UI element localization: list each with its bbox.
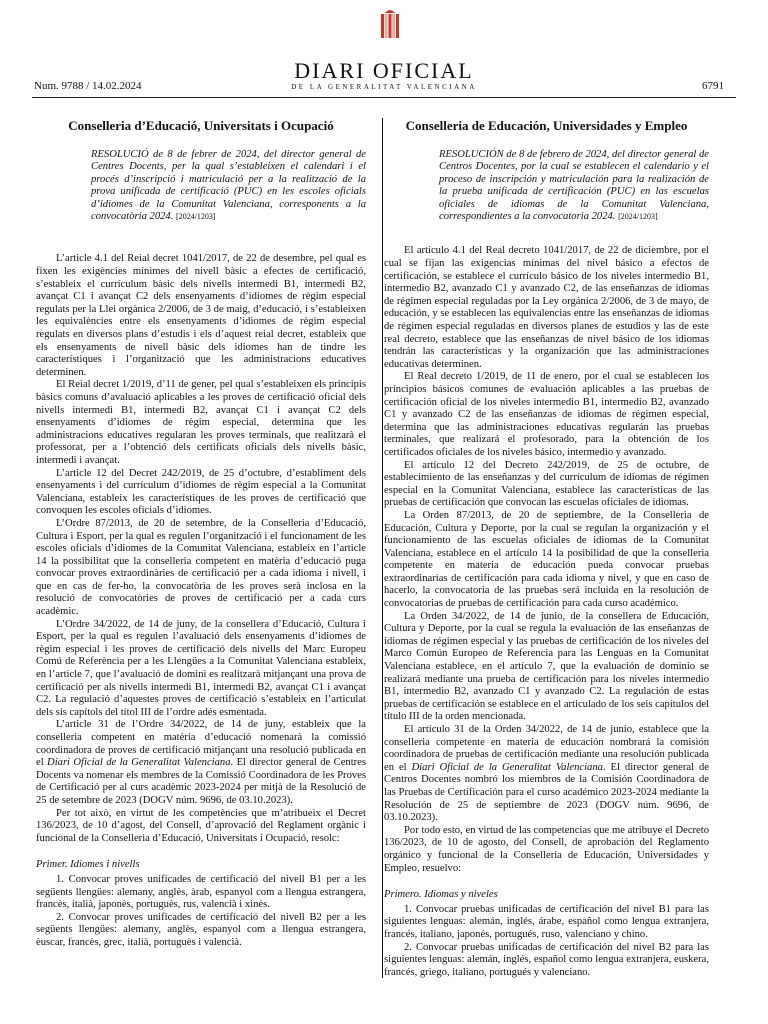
body-paragraph: El artículo 31 de la Orden 34/2022, de 14 de junio, establece que la conselleria competente en materia de educación nombrará la comisión coordinadora de pruebas de certificación mediante una resolución publicada en el Diari Oficial de la Generalitat Valenciana. El director general de Centros Docentes nombró los miembros de la Comisión Coordinadora de las Pruebas de Certificación para el curso académico 2023-2024 mediante la Resolución de 25 de septiembre de 2023 (DOGV núm. 9696, de 03.10.2023). [384, 724, 709, 824]
reference-code: [2024/1203] [618, 212, 658, 222]
page-header [0, 0, 768, 100]
valencian-column [36, 118, 366, 950]
section-heading: Primer. Idiomes i nivells [36, 859, 140, 871]
masthead [0, 60, 768, 91]
body-paragraph: El Reial decret 1/2019, d’11 de gener, pel qual s’estableixen els principis bàsics comuns d’avaluació aplicables a les proves de certificació oficial dels nivells intermedi B1, intermedi B2, avançat C1 i avançat C2 dels ensenyaments d’idiomes de règim especial, determina que les administracions educatives regularan les proves terminals, que realitzarà el professorat, per a l’obtenció dels certificats oficials dels nivells bàsic, intermedi i avançat. [36, 379, 366, 466]
header-rule [32, 97, 736, 98]
body-paragraph: L’article 4.1 del Reial decret 1041/2017, de 22 de desembre, pel qual es fixen les exigències mínimes del nivell bàsic a efectes de certificació, s’estableix el currículum bàsic dels nivells intermedi B1, intermedi B2, avançat C1 i avançat C2 dels ensenyaments d’idiomes de règim especial regulats per la Llei orgànica 2/2006, de 3 de maig, d’educació, i s’estableixen les equivalències entre els ensenyaments d’idiomes de règim especial regulats en diversos plans d’estudis i els d’aquest reial decret, estableix que els ensenyaments de nivell bàsic dels idiomes han de tindre les característiques i l’organització que les administracions educatives determinen. [36, 253, 366, 378]
body-paragraph: L’article 31 de l’Ordre 34/2022, de 14 de juny, estableix que la conselleria competent en matèria d’educació nomenarà la comissió coordinadora de proves de certificació mitjançant una resolució publicada en el Diari Oficial de la Generalitat Valenciana. El director general de Centres Docents va nomenar els membres de la Comissió Coordinadora de les Proves de Certificació per al curs acadèmic 2023-2024 per mitjà de la Resolució de 25 de setembre de 2023 (DOGV núm. 9696, de 03.10.2023). [36, 719, 367, 806]
list-item: 1. Convocar proves unificades de certificació del nivell B1 per a les següents llengües: alemany, anglès, àrab, espanyol com a llengua estrangera, francès, italià, japonès, portuguès, rus, valencià i xinès. [36, 873, 366, 911]
gazette-name: Diari Oficial de la Generalitat Valenciana [47, 757, 231, 769]
body-paragraph: La Orden 34/2022, de 14 de junio, de la consellera de Educación, Cultura y Deporte, por la cual se regula la evaluación de las enseñanzas de idiomas de régimen especial y las pruebas de certificación de los niveles del Marco Común Europeo de Referencia para las Lenguas en la Comunitat Valenciana establece, en el artículo 7, que la evaluación de dominio se realizará mediante una prueba de certificación para los niveles intermedio B1, intermedio B2, avanzado C1 y avanzado C2. La regulación de estas pruebas de certificación se establece en el articulado de los seis capítulos del título III de la orden mencionada. [384, 610, 709, 723]
column-heading: Conselleria d’Educació, Universitats i Ocupació [68, 118, 334, 133]
summary-text: RESOLUCIÓN de 8 de febrero de 2024, del director general de Centros Docentes, por la cual se establecen el calendario y el proceso de inscripción y matriculación para la realización de la prueba unificada de certificación (PUC) en las escuelas oficiales de idiomas de la Comunitat Valenciana, correspondientes a la convocatoria 2024. [439, 149, 709, 223]
body-paragraph: L’Ordre 34/2022, de 14 de juny, de la consellera d’Educació, Cultura i Esport, per la qual es regulen l’avaluació dels ensenyaments d’idiomes de règim especial i les proves de certificació dels nivells del Marc Europeu Comú de Referència per a les Llengües a la Comunitat Valenciana estableix, en l’article 7, que l’avaluació de domini es realitzarà mitjançant una prova de certificació per als nivells intermedi B1, intermedi B2, avançat C1 i avançat C2. La regulació d’aquestes proves de certificació s’estableix en l’articulat dels sis capítols del títol III de l’ordre adés esmentada. [36, 618, 366, 718]
body-paragraph: Por todo esto, en virtud de las competencias que me atribuye el Decreto 136/2023, de 10 de agosto, del Consell, de aprobación del Reglamento orgánico y funcional de la Conselleria de Educación, Universidades y Empleo, resuelvo: [384, 824, 709, 874]
summary-text: RESOLUCIÓ de 8 de febrer de 2024, del director general de Centres Docents, per la qual s’estableixen el calendari i el procés d’inscripció i matriculació per a la realització de la prova unificada de certificació (PUC) en les escoles oficials d’idiomes de la Comunitat Valenciana, corresponents a la convocatòria 2024. [91, 149, 366, 223]
issue-number: Num. 9788 / 14.02.2024 [34, 80, 142, 92]
body-paragraph: El artículo 12 del Decreto 242/2019, de 25 de octubre, de establecimiento de las enseñanzas y del currículum de idiomas de régimen especial en la Comunitat Valenciana, establece las características de las pruebas de certificación que convocan las escuelas oficiales de idiomas. [384, 459, 709, 509]
body-paragraph: El Real decreto 1/2019, de 11 de enero, por el cual se establecen los principios básicos comunes de evaluación aplicables a las pruebas de certificación oficial de los niveles intermedio B1, intermedio B2, avanzado C1 y avanzado C2 de las enseñanzas de idiomas de régimen especial, determina que las administraciones educativas regularán las pruebas terminales, que realizará el profesorado, para la obtención de los certificados oficiales de los niveles básico, intermedio y avanzado. [384, 371, 709, 458]
gazette-subtitle: DE LA GENERALITAT VALENCIANA [291, 83, 477, 91]
spanish-column [384, 118, 709, 979]
section-heading: Primero. Idiomas y niveles [384, 889, 498, 901]
generalitat-emblem-icon [378, 8, 402, 42]
gazette-name: Diari Oficial de la Generalitat Valenciana [411, 761, 603, 773]
column-heading: Conselleria de Educación, Universidades y Empleo [405, 118, 688, 133]
resolution-summary [91, 149, 366, 223]
page-number: 6791 [702, 80, 724, 92]
list-item: 1. Convocar pruebas unificadas de certificación del nivel B1 para las siguientes lenguas: alemán, inglés, árabe, español como lengua extranjera, francés, italiano, japonés, portugués, ruso, valenciano y chino. [384, 903, 709, 940]
reference-code: [2024/1203] [176, 212, 216, 222]
body-paragraph: Per tot això, en virtut de les competències que m’atribueix el Decret 136/2023, de 10 d’agost, del Consell, d’aprovació del Reglament orgànic i funcional de la Conselleria d’Educació, Universitats i Ocupació, resolc: [36, 807, 366, 844]
gazette-title: DIARI OFICIAL [294, 58, 474, 83]
list-item: 2. Convocar proves unificades de certificació del nivell B2 per a les següents llengües: alemany, anglès, espanyol com a llengua estrangera, èuscar, francès, grec, italià, portuguès i valencià. [36, 911, 366, 948]
body-paragraph: L’article 12 del Decret 242/2019, de 25 d’octubre, d’establiment dels ensenyaments i del currículum d’idiomes de règim especial a la Comunitat Valenciana, estableix les característiques de les proves de certificació que convoquen les escoles oficials d’idiomes. [36, 467, 366, 517]
list-item: 2. Convocar pruebas unificadas de certificación del nivel B2 para las siguientes lenguas: alemán, inglés, español como lengua extranjera, euskera, francés, griego, italiano, portugués y valenciano. [384, 941, 709, 978]
body-paragraph: La Orden 87/2013, de 20 de septiembre, de la Conselleria de Educación, Cultura y Deporte, por la cual se regulan la organización y el funcionamiento de las escuelas oficiales de idiomas de la Comunitat Valenciana, establece en el artículo 14 la posibilidad de que la conselleria competente en materia de educación pueda convocar pruebas extraordinarias de certificación para cada idioma y nivel, y que en caso de hacerlo, la convocatoria de las pruebas será incluida en la resolución de convocatorias de pruebas de certificación para cada curso académico. [384, 509, 709, 610]
column-divider [382, 118, 383, 978]
resolution-summary [439, 149, 709, 223]
body-paragraph: El artículo 4.1 del Real decreto 1041/2017, de 22 de diciembre, por el cual se fijan las exigencias mínimas del nivel básico a efectos de certificación, se establece el currículo básico de los niveles intermedio B1, intermedio B2, avanzado C1 y avanzado C2, de las enseñanzas de idiomas de régimen especial reguladas por la Ley orgánica 2/2006, de 3 de mayo, de educación, y se establecen las equivalencias entre las enseñanzas de idiomas de régimen especial reguladas en diversos planes de estudios y las de este real decreto, establece que las enseñanzas de nivel básico de los idiomas tendrán las características y la organización que las administraciones educativas determinen. [384, 245, 709, 370]
body-paragraph: L’Ordre 87/2013, de 20 de setembre, de la Conselleria d’Educació, Cultura i Esport, per la qual es regulen l’organització i el funcionament de les escoles oficials d’idiomes de la Comunitat Valenciana, estableix en l’article 14 la possibilitat que la conselleria competent en matèria d’educació puga convocar proves extraordinàries de certificació per a cada idioma i nivell, i que en cas de fer-ho, la convocatòria de les proves serà inclosa en la resolució de convocatòries de proves de certificació per a cada curs acadèmic. [36, 517, 366, 618]
